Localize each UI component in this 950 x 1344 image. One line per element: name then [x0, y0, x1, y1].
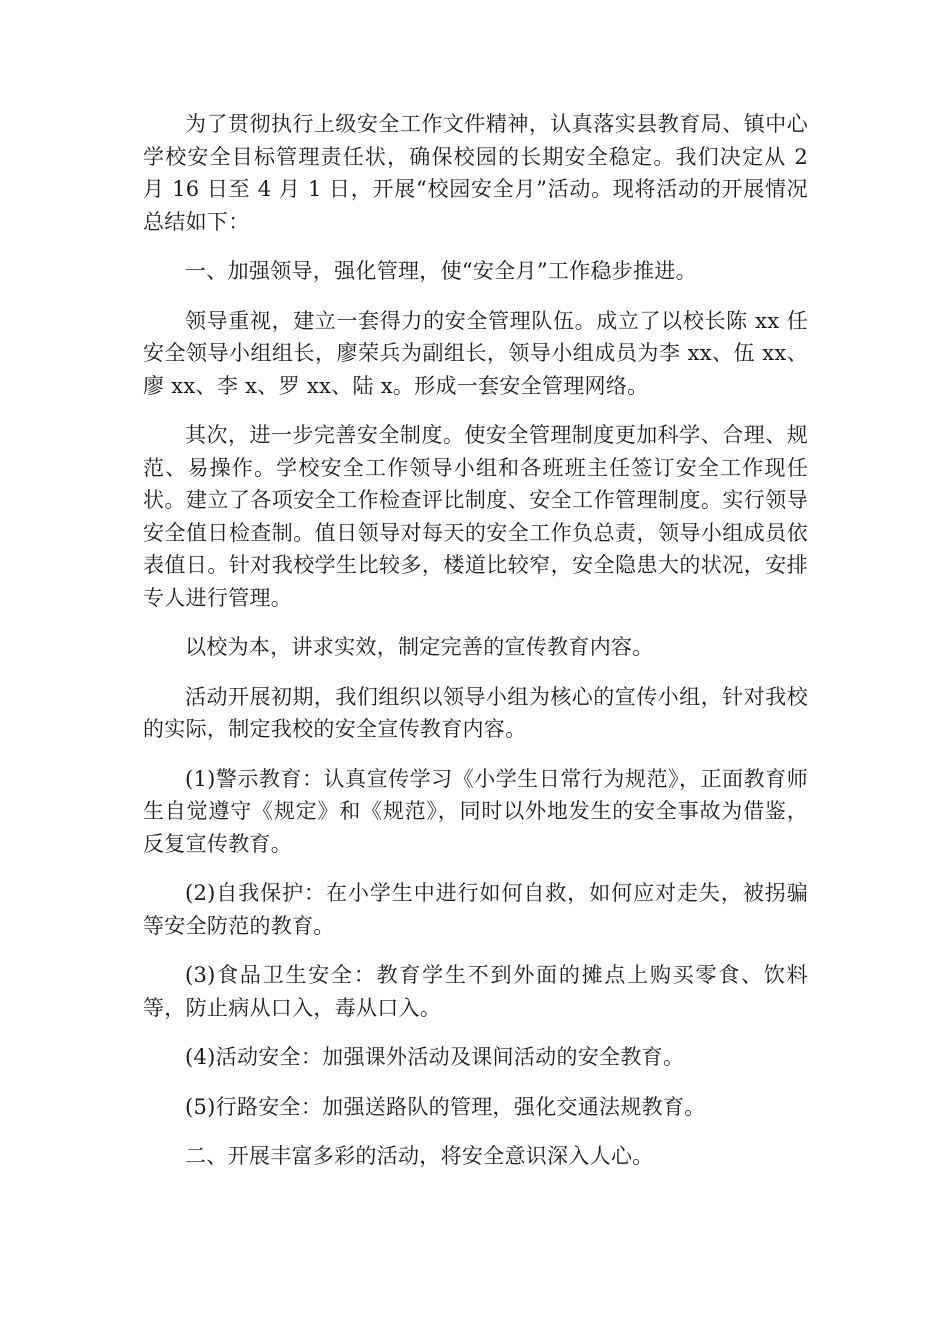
system-paragraph: 其次，进一步完善安全制度。使安全管理制度更加科学、合理、规范、易操作。学校安全工作领导小组和各班班主任签订安全工作现任状。建立了各项安全工作检查评比制度、安全工作管理制度。实行领导安全值日检查制。值日领导对每天的安全工作负总责，领导小组成员依表值日。针对我校学生比较多，楼道比较窄，安全隐患大的状况，安排专人进行管理。 — [143, 423, 808, 610]
leadership-paragraph: 领导重视，建立一套得力的安全管理队伍。成立了以校长陈 xx 任安全领导小组组长，廖荣兵为副组长，领导小组成员为李 xx、伍 xx、廖 xx、李 x、罗 xx、陆 x。形成一套安全管理网络。 — [143, 308, 808, 398]
intro-paragraph: 为了贯彻执行上级安全工作文件精神，认真落实县教育局、镇中心学校安全目标管理责任状，确保校园的长期安全稳定。我们决定从 2 月 16 日至 4 月 1 日，开展“校园安全月”活动。现将活动的开展情况总结如下： — [143, 112, 808, 234]
section-heading-2: 二、开展丰富多彩的活动，将安全意识深入人心。 — [185, 1144, 654, 1168]
list-item-road-safety: (5)行路安全：加强送路队的管理，强化交通法规教育。 — [185, 1094, 706, 1119]
list-item-warning: (1)警示教育：认真宣传学习《小学生日常行为规范》，正面教育师生自觉遵守《规定》和《规范》，同时以外地发生的安全事故为借鉴，反复宣传教育。 — [143, 766, 808, 856]
education-heading: 以校为本，讲求实效，制定完善的宣传教育内容。 — [185, 635, 654, 659]
document-page — [143, 108, 808, 1190]
section-heading-1: 一、加强领导，强化管理，使“安全月”工作稳步推进。 — [185, 259, 697, 283]
list-item-food-safety: (3)食品卫生安全：教育学生不到外面的摊点上购买零食、饮料等，防止病从口入，毒从口入。 — [143, 963, 808, 1020]
list-item-self-protection: (2)自我保护：在小学生中进行如何自救，如何应对走失，被拐骗等安全防范的教育。 — [143, 881, 808, 938]
education-paragraph: 活动开展初期，我们组织以领导小组为核心的宣传小组，针对我校的实际，制定我校的安全宣传教育内容。 — [143, 684, 808, 741]
list-item-activity-safety: (4)活动安全：加强课外活动及课间活动的安全教育。 — [185, 1045, 685, 1069]
